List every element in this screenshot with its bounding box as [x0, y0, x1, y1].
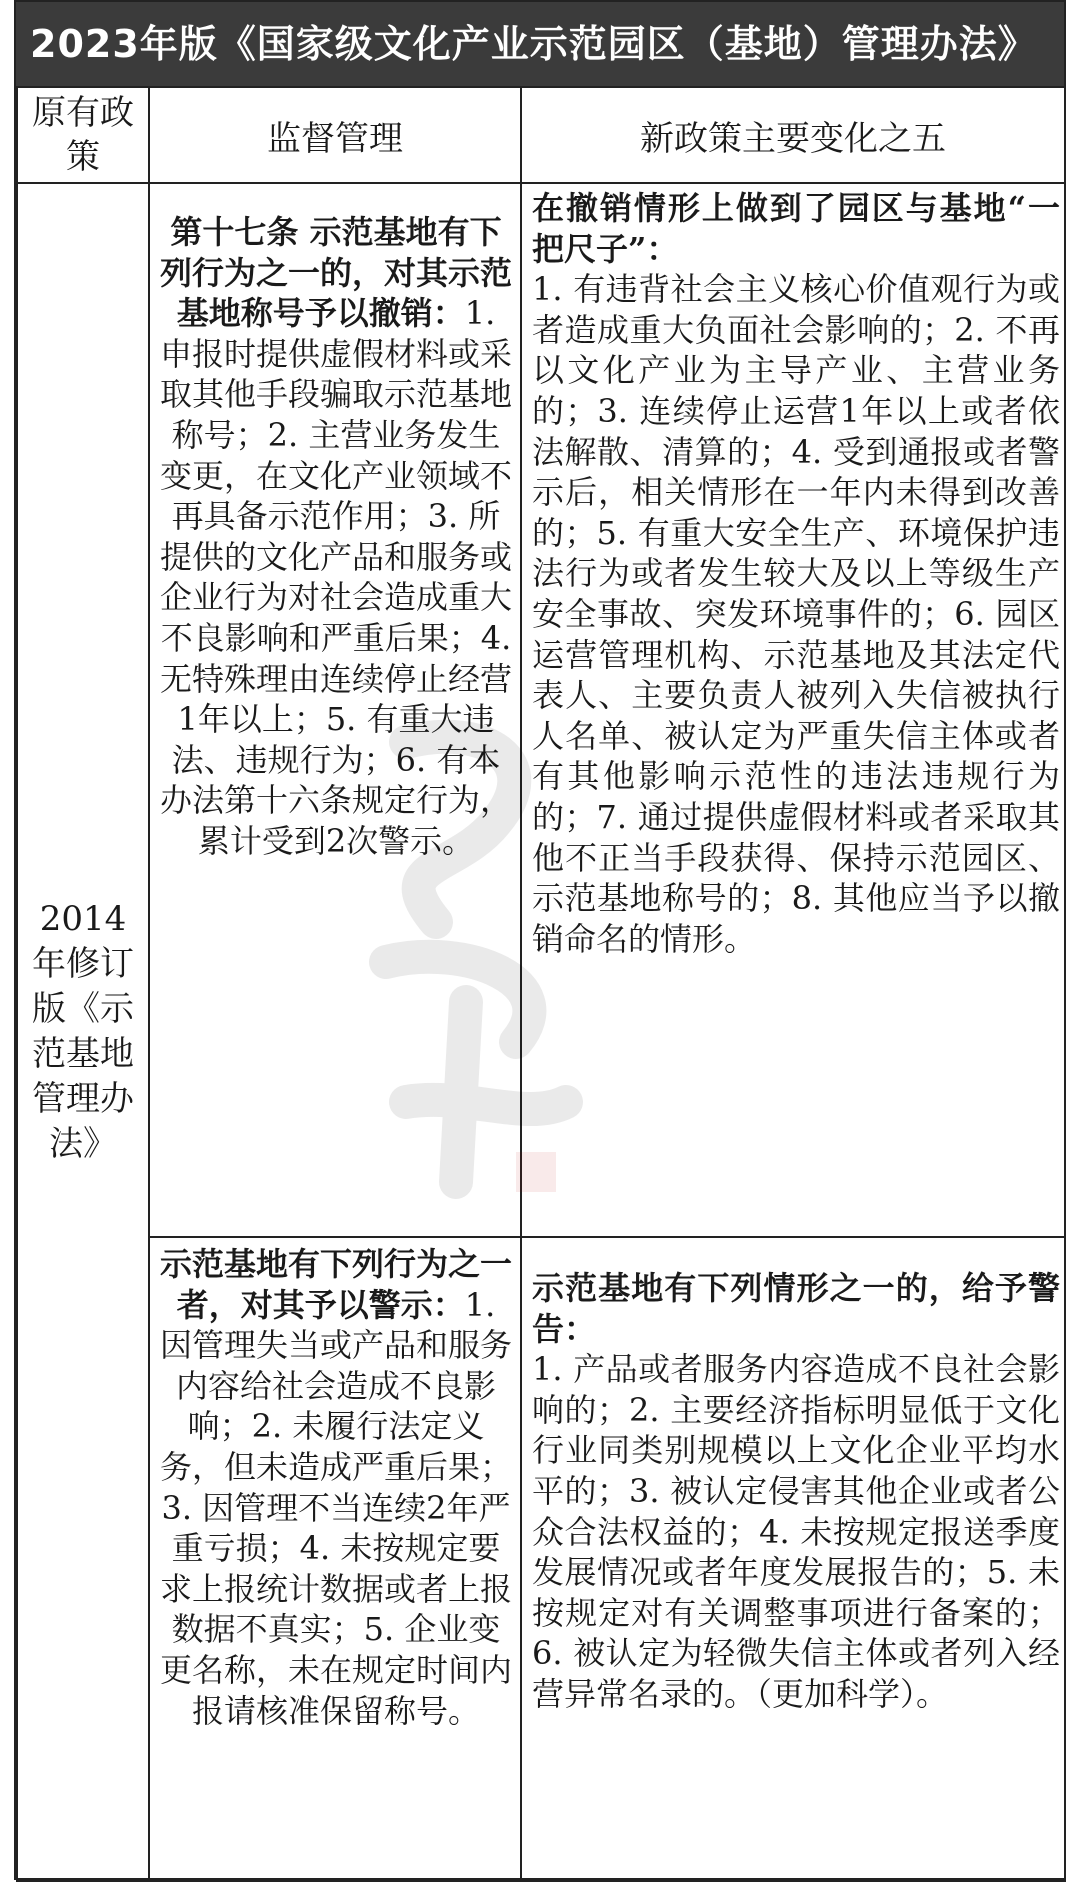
old-warning-text: 1. 因管理失当或产品和服务内容给社会造成不良影响；2. 未履行法定义务，但未造成严重后果；3. 因管理不当连续2年严重亏损；4. 未按规定要求上报统计数据或者上报数据不真实；5. 企业变更名称，未在规定时间内报请核准保留称号。 [159, 1285, 512, 1730]
table-header-row [17, 87, 1065, 183]
original-policy-name: 2014年修订版《示范基地管理办法》 [32, 899, 134, 1164]
header-original-policy [17, 87, 149, 183]
new-warning-cell [521, 1237, 1065, 1881]
old-revocation-heading: 第十七条 示范基地有下列行为之一的，对其示范基地称号予以撤销： [159, 213, 512, 333]
original-policy-cell [17, 183, 149, 1881]
table-row-warning [17, 1237, 1065, 1881]
header-supervision-label: 监督管理 [267, 118, 403, 159]
old-warning-cell [149, 1237, 521, 1881]
old-revocation-text: 1. 申报时提供虚假材料或采取其他手段骗取示范基地称号；2. 主营业务发生变更，在文化产业领域不再具备示范作用；3. 所提供的文化产品和服务或企业行为对社会造成重大不良影响和严重后果；4. 无特殊理由连续停止经营1年以上；5. 有重大违法、违规行为；6. 有本办法第十六条规定行为，累计受到2次警示。 [159, 294, 512, 860]
header-new-policy-change-label: 新政策主要变化之五 [640, 118, 946, 159]
new-revocation-heading: 在撤销情形上做到了园区与基地“一把尺子”： [532, 189, 1060, 268]
old-revocation-cell [149, 183, 521, 1237]
policy-comparison-table-frame [14, 0, 1066, 1880]
new-revocation-cell [521, 183, 1065, 1237]
comparison-table [16, 86, 1066, 1882]
header-supervision [149, 87, 521, 183]
header-original-policy-label: 原有政策 [32, 93, 134, 177]
header-new-policy-change [521, 87, 1065, 183]
old-warning-heading: 示范基地有下列行为之一者，对其予以警示： [159, 1245, 512, 1324]
new-warning-heading: 示范基地有下列情形之一的，给予警告： [532, 1269, 1060, 1348]
page-title: 2023年版《国家级文化产业示范园区（基地）管理办法》 [16, 2, 1064, 86]
new-revocation-text: 1. 有违背社会主义核心价值观行为或者造成重大负面社会影响的；2. 不再以文化产业为主导产业、主营业务的；3. 连续停止运营1年以上或者依法解散、清算的；4. 受到通报或者警示后，相关情形在一年内未得到改善的；5. 有重大安全生产、环境保护违法行为或者发生较大及以上等级生产安全事故、突发环境事件的；6. 园区运营管理机构、示范基地及其法定代表人、主要负责人被列入失信被执行人名单、被认定为严重失信主体或者有其他影响示范性的违法违规行为的；7. 通过提供虚假材料或者采取其他不正当手段获得、保持示范园区、示范基地称号的；8. 其他应当予以撤销命名的情形。 [532, 270, 1060, 958]
table-row-revocation [17, 183, 1065, 1237]
new-warning-text: 1. 产品或者服务内容造成不良社会影响的；2. 主要经济指标明显低于文化行业同类别规模以上文化企业平均水平的；3. 被认定侵害其他企业或者公众合法权益的；4. 未按规定报送季度发展情况或者年度发展报告的；5. 未按规定对有关调整事项进行备案的；6. 被认定为轻微失信主体或者列入经营异常名录的。（更加科学）。 [532, 1350, 1060, 1713]
